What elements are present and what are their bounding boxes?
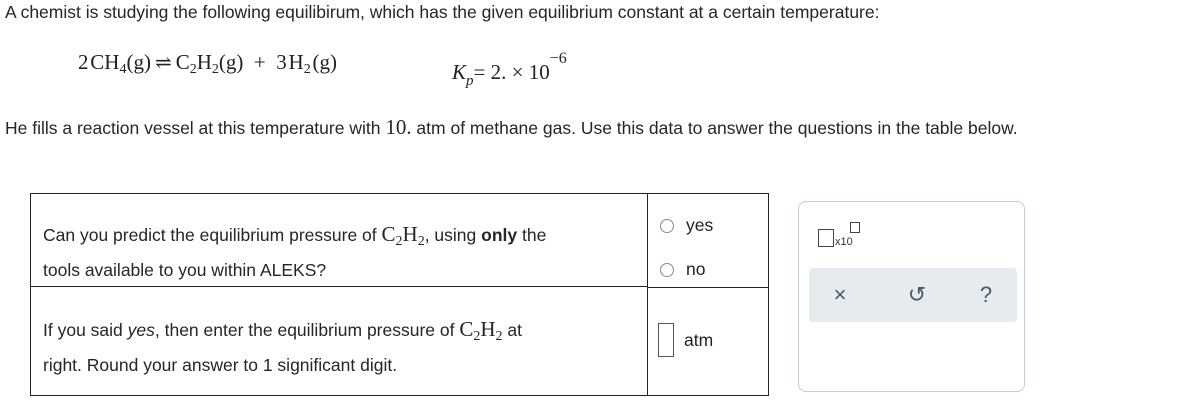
undo-button[interactable] <box>901 279 933 311</box>
equilibrium-arrow-icon: ⇌ <box>154 52 172 74</box>
exponent-box-icon <box>850 222 860 233</box>
clear-button[interactable] <box>824 279 856 311</box>
question-2-prompt: If you said yes, then enter the equilibrium pressure of $C_2H_2$ at right. Round your answer to 1 significant digit. <box>31 287 648 395</box>
fill-statement: He fills a reaction vessel at this temperature with 10. atm of methane gas. Use this data to answer the questions in the table below. <box>5 115 1018 139</box>
undo-icon: ↺ <box>907 282 927 307</box>
action-bar <box>809 268 1017 322</box>
problem-intro: A chemist is studying the following equilibirum, which has the given equilibrium constant at a certain temperature: <box>5 2 880 22</box>
radio-yes[interactable] <box>660 219 674 233</box>
pressure-answer-input[interactable] <box>658 323 674 357</box>
radio-no[interactable] <box>660 263 674 277</box>
mantissa-box-icon <box>818 229 834 247</box>
pressure-unit: atm <box>684 330 714 350</box>
question-table <box>30 193 769 396</box>
help-icon: ? <box>979 282 993 307</box>
question-1-prompt: Can you predict the equilibrium pressure of $C_2H_2$, using only the tools available to you within ALEKS? <box>31 194 648 287</box>
scientific-notation-button[interactable]: x10 <box>818 222 864 252</box>
option-no[interactable]: no <box>660 259 705 280</box>
chemical-equation: 2 $CH_4(g)$ ⇌ $C_2H_2(g) + 3$ $H_2$ (g) <box>78 50 337 77</box>
close-icon: × <box>833 282 847 307</box>
option-yes[interactable]: yes <box>660 215 713 236</box>
help-button[interactable] <box>970 279 1002 311</box>
row-divider <box>648 287 768 288</box>
equilibrium-constant: $K_p= 2$. × $10^{-6}$ <box>452 50 567 89</box>
